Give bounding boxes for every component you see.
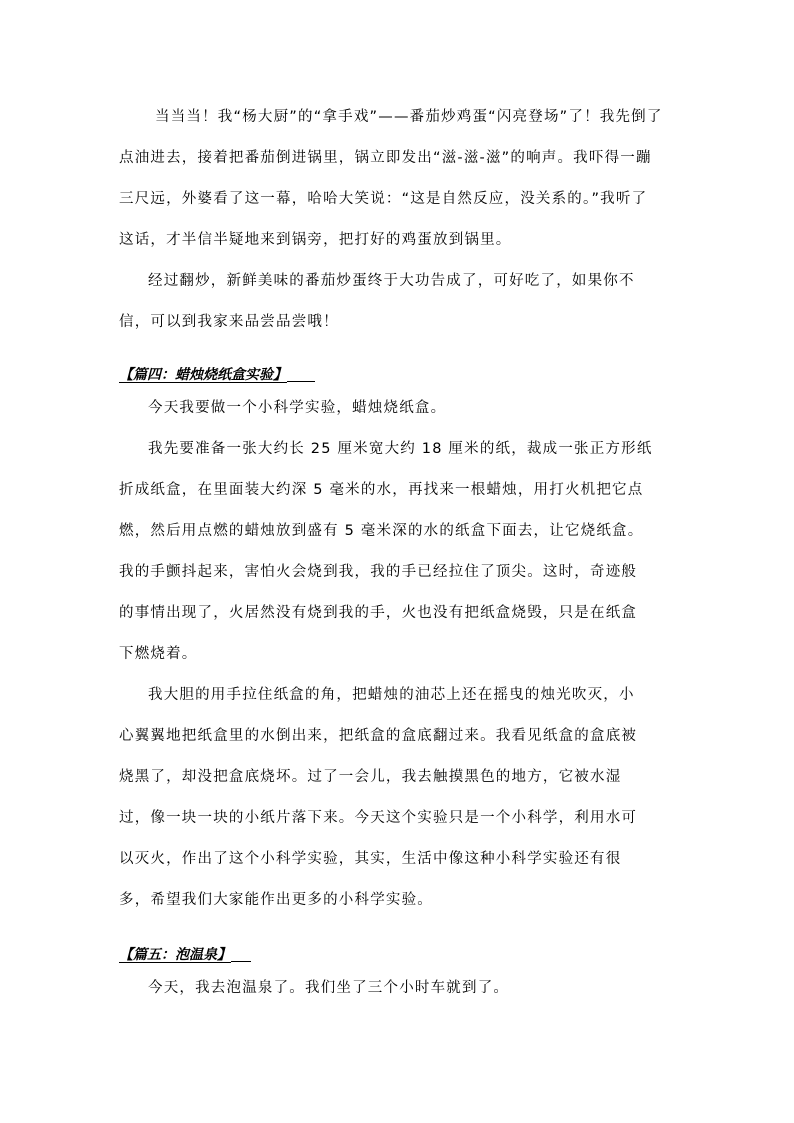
paragraph-line: 烧黑了，却没把盒底烧坏。过了一会儿，我去触摸黑色的地方，它被水湿 (119, 769, 622, 785)
paragraph-line: 的事情出现了，火居然没有烧到我的手，火也没有把纸盒烧毁，只是在纸盒 (119, 605, 638, 621)
paragraph-line: 今天我要做一个小科学实验，蜡烛烧纸盒。 (148, 400, 447, 416)
paragraph-line: 我大胆的用手拉住纸盒的角，把蜡烛的油芯上还在摇曳的烛光吹灭，小 (148, 687, 635, 703)
paragraph-line: 以灭火，作出了这个小科学实验，其实，生活中像这种小科学实验还有很 (119, 851, 622, 867)
paragraph-line: 点油进去，接着把番茄倒进锅里，锅立即发出“滋-滋-滋”的响声。我吓得一蹦 (119, 150, 652, 166)
paragraph-line: 当当当！我“杨大厨”的“拿手戏”——番茄炒鸡蛋“闪亮登场”了！我先倒了 (155, 109, 663, 125)
paragraph-line: 这话，才半信半疑地来到锅旁，把打好的鸡蛋放到锅里。 (119, 232, 512, 248)
paragraph-line: 我的手颤抖起来，害怕火会烧到我，我的手已经拉住了顶尖。这时，奇迹般 (119, 564, 638, 580)
section-heading (119, 945, 251, 965)
paragraph-line: 折成纸盒，在里面装大约深 5 毫米的水，再找来一根蜡烛，用打火机把它点 (119, 482, 644, 498)
paragraph-line: 下燃烧着。 (119, 646, 198, 662)
paragraph-line: 三尺远，外婆看了这一幕，哈哈大笑说：“这是自然反应，没关系的。”我听了 (119, 191, 648, 207)
section-heading-text: 【篇四：蜡烛烧纸盒实验】 (119, 367, 287, 383)
paragraph-line: 今天，我去泡温泉了。我们坐了三个小时车就到了。 (148, 980, 510, 996)
paragraph-line: 过，像一块一块的小纸片落下来。今天这个实验只是一个小科学，利用水可 (119, 810, 638, 826)
paragraph-line: 经过翻炒，新鲜美味的番茄炒蛋终于大功告成了，可好吃了，如果你不 (148, 273, 635, 289)
paragraph-line: 心翼翼地把纸盒里的水倒出来，把纸盒的盒底翻过来。我看见纸盒的盒底被 (119, 728, 638, 744)
section-heading (119, 365, 315, 385)
paragraph-line: 信，可以到我家来品尝品尝哦！ (119, 314, 339, 330)
section-heading-text: 【篇五：泡温泉】 (119, 947, 231, 963)
paragraph-line: 我先要准备一张大约长 25 厘米宽大约 18 厘米的纸，裁成一张正方形纸 (148, 441, 653, 457)
heading-underline (231, 945, 251, 962)
heading-underline (287, 365, 315, 382)
paragraph-line: 多，希望我们大家能作出更多的小科学实验。 (119, 892, 433, 908)
paragraph-line: 燃，然后用点燃的蜡烛放到盛有 5 毫米深的水的纸盒下面去，让它烧纸盒。 (119, 523, 644, 539)
